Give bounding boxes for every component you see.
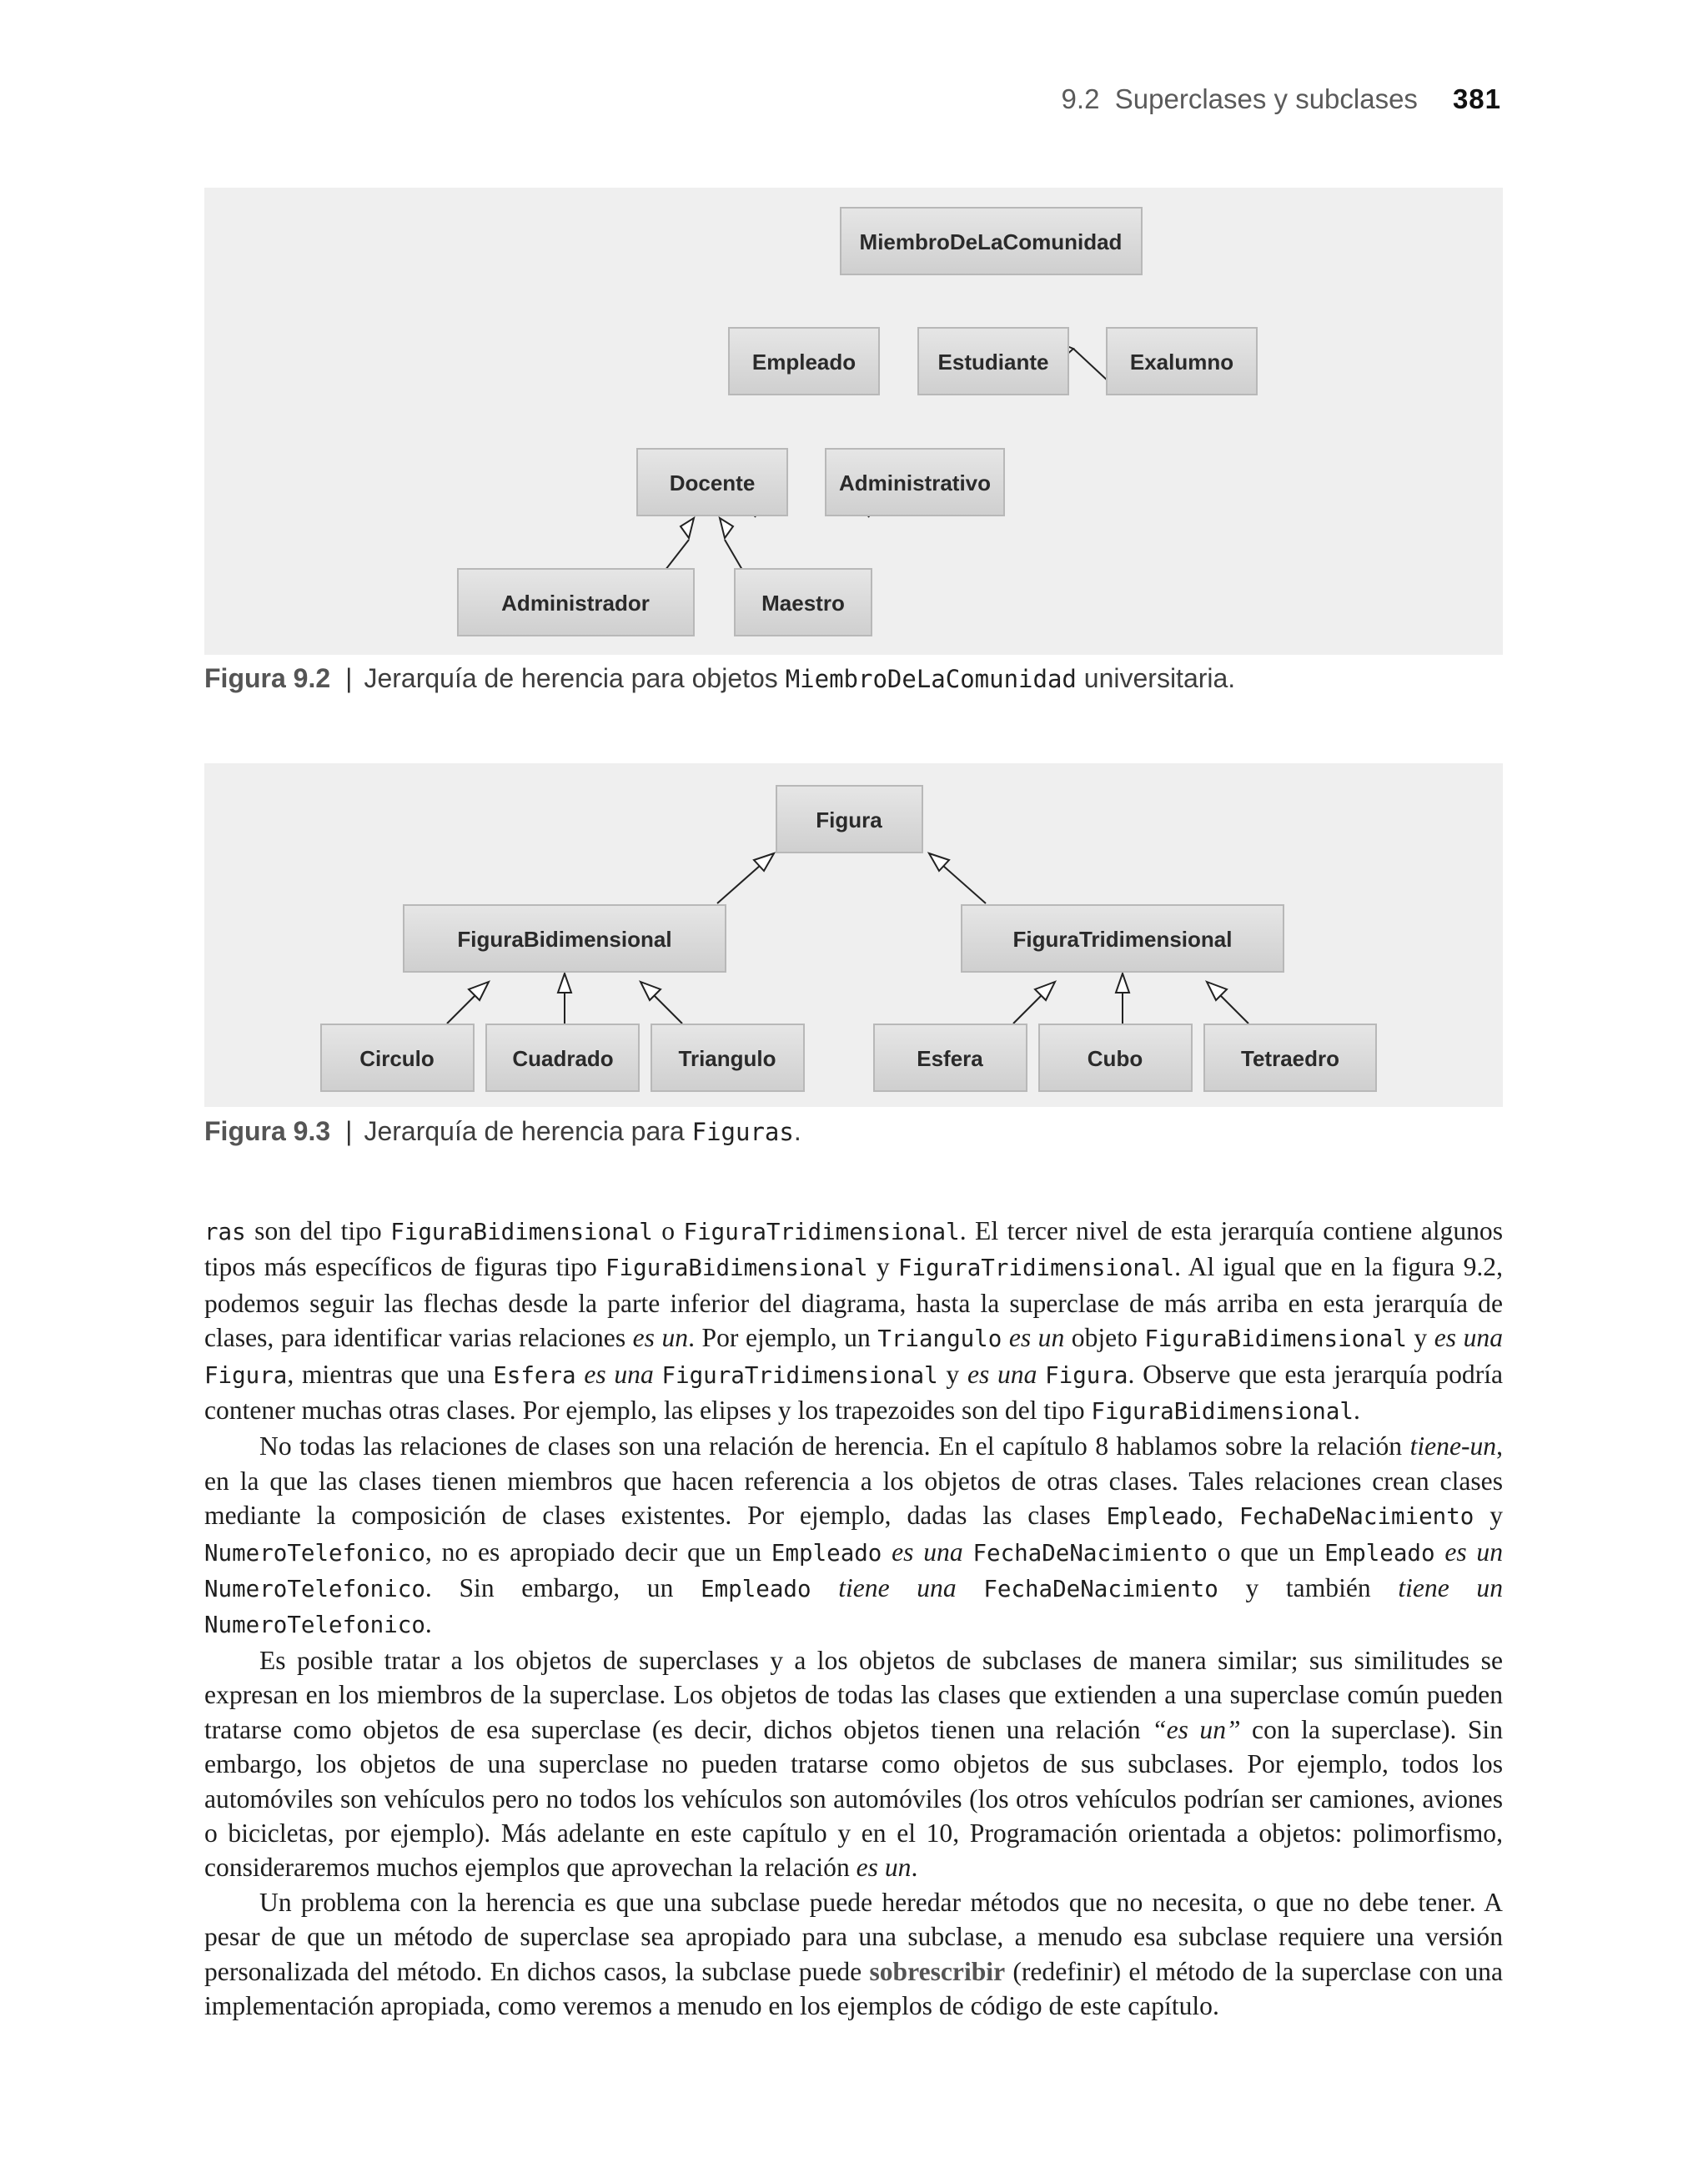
arrowhead [1035,982,1055,1000]
class-label: Maestro [761,591,845,616]
caption-separator: | [345,663,353,693]
text-run: . [424,1609,432,1639]
figure-9-3-diagram [204,763,1503,1107]
inline-code: Empleado [1324,1539,1435,1567]
arrow-maestro-to-docente [725,540,742,570]
text-run: . [911,1853,918,1883]
text-run: o que un [1207,1537,1325,1567]
class-box-root [841,208,1142,274]
arrowhead [640,982,661,1000]
arrowhead [681,518,694,538]
arrowhead [720,518,733,538]
text-run [882,1537,892,1567]
inline-code: Esfera [493,1361,576,1389]
inline-code: Triangulo [877,1325,1002,1353]
class-label: Cuadrado [512,1046,614,1071]
text-run: y también [1218,1573,1399,1603]
class-box-administrativo [826,449,1004,516]
arrowhead [1207,982,1227,1000]
text-run [1037,1360,1045,1389]
text-run: . El tercer nivel de esta jerarquía contiene algunos tipos más específicos de figuras tipo [204,1216,1504,1282]
text-run: , [1217,1501,1239,1531]
caption-text-end: . [793,1116,801,1146]
class-label: Exalumno [1129,350,1234,375]
class-box-cuadrado [486,1024,639,1091]
class-label: Administrativo [838,470,992,495]
emphasis: es un [856,1853,912,1883]
page-number: 381 [1452,83,1501,114]
inline-code: NumeroTelefonico [204,1612,425,1639]
class-box-administrador [458,569,694,636]
text-run: , en la que las clases tienen miembros que hacen referencia a los objetos de otras clases. Tales relaciones crean clases mediante la composición de clases existentes. Por ejemplo, dadas las clases [204,1431,1503,1531]
inline-code: ras [204,1219,246,1245]
class-box-empleado [729,328,879,395]
text-run: y [1406,1323,1434,1353]
text-run [811,1573,839,1602]
caption-label: Figura 9.2 [204,663,331,693]
paragraph-4 [204,1885,1503,2024]
inline-code: NumeroTelefonico [204,1539,425,1567]
class-label: Figura [816,807,882,832]
emphasis: es un [1444,1537,1504,1567]
text-run: . Al igual que en la figura 9.2, podemos seguir las flechas desde la parte inferior del diagrama, hasta la superclase de más arriba en esta jerarquía de clases, para identificar varias relaciones [204,1252,1503,1353]
class-box-circulo [321,1024,474,1091]
emphasis: es un [1008,1323,1065,1353]
emphasis: es una [584,1359,654,1389]
text-run: No todas las relaciones de clases son una relación de herencia. En el capítulo 8 hablamos sobre la relación [259,1431,1410,1461]
caption-text: Jerarquía de herencia para [364,1116,692,1146]
paragraph-1 [204,1214,1503,1429]
inline-code: FiguraBidimensional [390,1219,653,1245]
class-box-tridimensional [962,905,1284,972]
class-box-bidimensional [404,905,726,972]
figure-9-2-caption [204,663,1235,694]
inline-code: Empleado [771,1539,882,1567]
caption-separator: | [345,1116,353,1146]
class-box-estudiante [918,328,1068,395]
class-label: Empleado [751,350,857,375]
text-run [1435,1537,1445,1567]
paragraph-3 [204,1643,1503,1885]
text-run: o [652,1216,684,1245]
inline-code: FiguraTridimensional [897,1255,1175,1282]
text-run: . Por ejemplo, un [688,1323,878,1353]
class-label: Administrador [501,591,650,616]
arrowhead [469,982,489,1000]
figure-9-2-diagram [204,188,1503,655]
inline-code: Figura [1045,1361,1128,1389]
inline-code: FechaDeNacimiento [1238,1503,1474,1531]
text-run: . [1353,1396,1360,1426]
text-run [963,1537,973,1567]
class-box-exalumno [1107,328,1257,395]
inline-code: FiguraBidimensional [1144,1325,1407,1353]
text-run: Es posible tratar a los objetos de superclases y a los objetos de subclases de manera similar; sus similitudes se expresan en los miembros de la superclase. Los objetos de todas las clases que extienden a una superclase común pueden tratarse como objetos de esa superclase (es decir, dichos objetos tienen una relación [204,1645,1503,1744]
emphasis: tiene-un [1409,1431,1497,1461]
class-label: Circulo [359,1046,435,1071]
running-header [1062,83,1501,115]
text-run: con la superclase). Sin embargo, los objetos de una superclase no pueden tratarse como objetos de sus subclases. Por ejemplo, todos los automóviles son vehículos pero no todos los vehículos son automóviles (los otros vehículos podrían ser camiones, aviones o bicicletas, por ejemplo). Más adelante en este capítulo y en el 10, Programación orientada a objetos: polimorfismo, consideraremos muchos ejemplos que aprovechan la relación [204,1714,1503,1883]
inline-code: Empleado [701,1576,811,1603]
text-run: son del tipo [245,1216,391,1245]
arrow-administrador-to-docente [666,540,689,570]
paragraph-2 [204,1429,1503,1642]
inline-code: FiguraBidimensional [1091,1398,1354,1426]
emphasis: “es un” [1152,1714,1241,1744]
class-label: Estudiante [937,350,1049,375]
arrowhead [1116,973,1129,993]
class-label: MiembroDeLaComunidad [859,229,1123,254]
class-label: Cubo [1087,1046,1143,1071]
emphasis: tiene un [1398,1573,1503,1603]
text-run: , mientras que una [287,1359,494,1389]
class-box-esfera [874,1024,1027,1091]
body-text [204,1214,1503,2023]
caption-label: Figura 9.3 [204,1116,331,1146]
inline-code: FiguraBidimensional [605,1255,868,1282]
inline-code: FechaDeNacimiento [972,1539,1208,1567]
caption-code: Figuras [691,1118,794,1146]
class-label: FiguraBidimensional [457,927,672,952]
arrowhead [558,973,571,993]
text-run: y [1474,1501,1503,1531]
text-run: , no es apropiado decir que un [424,1537,771,1567]
inline-code: FiguraTridimensional [683,1219,960,1245]
figure-9-3-caption [204,1116,801,1147]
emphasis: es una [967,1359,1037,1389]
class-box-cubo [1039,1024,1192,1091]
class-label: Docente [669,470,756,495]
class-box-figura [776,786,922,853]
text-run: . Observe que esta jerarquía podría contener muchas otras clases. Por ejemplo, las elipses y los trapezoides son del tipo [204,1359,1504,1426]
class-label: Tetraedro [1241,1046,1339,1071]
arrow-exalumno-to-root [1073,349,1109,382]
inline-code: Empleado [1106,1503,1218,1531]
text-run [654,1360,662,1389]
text-run: . Sin embargo, un [424,1573,701,1603]
inline-code: FechaDeNacimiento [983,1576,1218,1603]
caption-text: Jerarquía de herencia para objetos [364,663,786,693]
text-run: y [867,1252,898,1282]
inline-code: FiguraTridimensional [661,1361,938,1389]
emphasis: es un [632,1323,689,1353]
text-run: objeto [1064,1323,1145,1353]
section-title: 9.2 Superclases y subclases [1061,83,1418,114]
text-run [1002,1323,1009,1352]
caption-text-end: universitaria. [1076,663,1236,693]
text-run [957,1573,984,1602]
emphasis: es una [1434,1323,1503,1353]
text-run [576,1360,585,1389]
class-box-tetraedro [1204,1024,1376,1091]
key-term: sobrescribir [869,1956,1006,1986]
emphasis: tiene una [838,1573,957,1603]
text-run: (redefinir) el método de la superclase con una implementación apropiada, como veremos a menudo en los ejemplos de código de este capítulo. [204,1956,1503,2020]
class-box-maestro [735,569,872,636]
caption-code: MiembroDeLaComunidad [785,665,1077,693]
inline-code: Figura [204,1361,288,1389]
inline-code: NumeroTelefonico [204,1576,425,1603]
text-run: y [937,1359,967,1389]
emphasis: es una [892,1537,963,1567]
text-run: Un problema con la herencia es que una subclase puede heredar métodos que no necesita, o que no debe tener. A pesar de que un método de superclase sea apropiado para una subclase, a menudo esa subclase requiere una versión personalizada del método. En dichos casos, la subclase puede [204,1887,1503,1986]
class-box-triangulo [651,1024,804,1091]
class-label: Triangulo [678,1046,776,1071]
class-box-docente [637,449,787,516]
class-label: FiguraTridimensional [1012,927,1233,952]
class-label: Esfera [917,1046,983,1071]
